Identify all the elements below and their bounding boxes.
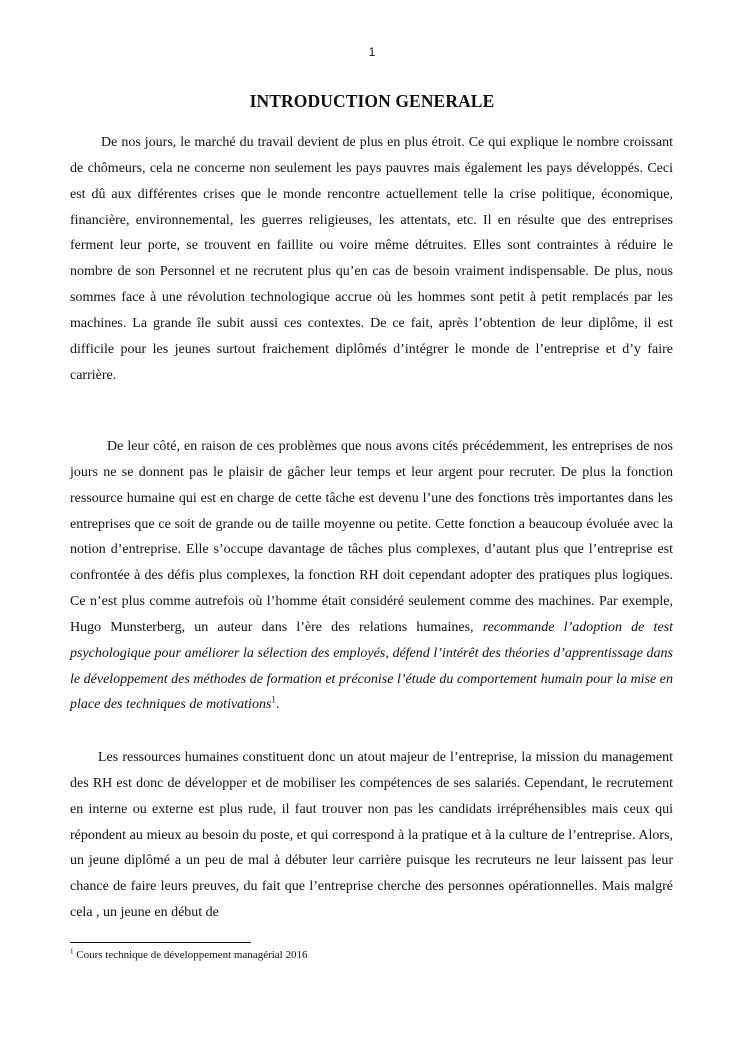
footnote (70, 946, 670, 964)
paragraph-end: . (275, 697, 280, 713)
footnote-divider (70, 942, 251, 943)
paragraph-text: De leur côté, en raison de ces problèmes que nous avons cités précédemment, les entreprises de nos jours ne se donnent pas le plaisir de gâcher leur temps et leur argent pour recruter. De plus la fonction ressource humaine qui est en charge de cette tâche est devenu l’une des fonctions très importantes dans les entreprises que ce soit de grande ou de taille moyenne ou petite. Cette fonction a beaucoup évoluée avec la notion d’entreprise. Elle s’occupe davantage de tâches plus complexes, d’autant plus que l’entreprise est confrontée à des défis plus complexes, la fonction RH doit cependant adopter des pratiques plus logiques. Ce n’est plus comme autrefois où l’homme était considéré seulement comme des machines. Par exemple, Hugo Munsterberg, un auteur dans l’ère des relations humaines, (70, 439, 673, 635)
paragraph-human-resources: Les ressources humaines constituent donc un atout majeur de l’entreprise, la mission du management des RH est donc de développer et de mobiliser les compétences de ses salariés. Cependant, le recrutement en interne ou externe est plus rude, il faut trouver non pas les candidats irrépréhensibles mais ceux qui répondent au mieux au besoin du poste, et qui correspond à la pratique et à la culture de l’entreprise. Alors, un jeune diplômé a un peu de mal à débuter leur carrière puisque les recruteurs ne leur laissent pas leur chance de faire leurs preuves, du fait que l’entreprise cherche des personnes opérationnelles. Mais malgré cela , un jeune en début de (70, 750, 673, 921)
page-title: INTRODUCTION GENERALE (249, 91, 495, 111)
paragraph-hr-function (70, 434, 673, 718)
page-number: 1 (368, 45, 376, 59)
italic-quote: recommande l’adoption de test psychologique pour améliorer la sélection des employés, défend l’intérêt des théories d’apprentissage dans le développement des méthodes de formation et préconise l’étude du comportement humain pour la mise en place des techniques de motivations (70, 619, 673, 713)
footnote-reference: 1 (271, 694, 276, 705)
footnote-text: Cours technique de développement managérial 2016 (73, 949, 308, 961)
paragraph-intro: De nos jours, le marché du travail devient de plus en plus étroit. Ce qui explique le nombre croissant de chômeurs, cela ne concerne non seulement les pays pauvres mais également les pays développés. Ceci est dû aux différentes crises que le monde rencontre actuellement telle la crise politique, économique, financière, environnemental, les guerres religieuses, les attentats, etc. Il en résulte que des entreprises ferment leur porte, se trouvent en faillite ou voire même détruites. Elles sont contraintes à réduire le nombre de son Personnel et ne recrutent plus qu’en cas de besoin vraiment indispensable. De plus, nous sommes face à une révolution technologique accrue où les hommes sont petit à petit remplacés par les machines. La grande île subit aussi ces contextes. De ce fait, après l’obtention de leur diplôme, il est difficile pour les jeunes surtout fraichement diplômés d’intégrer le monde de l’entreprise et d’y faire carrière. (70, 135, 673, 383)
footnote-marker: 1 (70, 947, 74, 956)
